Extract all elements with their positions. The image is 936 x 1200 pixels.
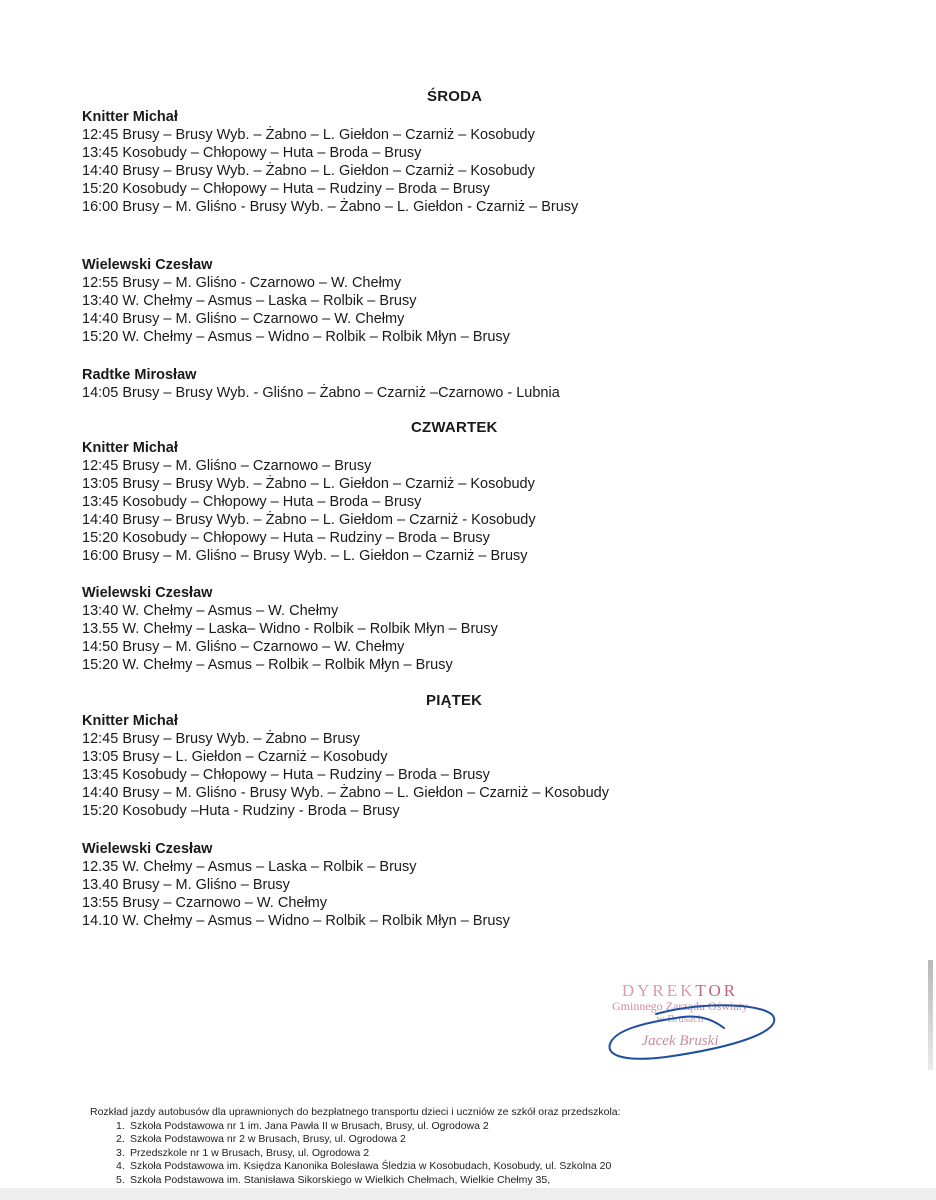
driver-block [82, 840, 510, 930]
route-line: 15:20 Kosobudy – Chłopowy – Huta – Rudziny – Broda – Brusy [82, 181, 490, 197]
driver-name: Wielewski Czesław [82, 585, 213, 601]
driver-name: Wielewski Czesław [82, 841, 213, 857]
route-line: 14:40 Brusy – M. Gliśno - Brusy Wyb. – Żabno – L. Giełdon – Czarniż – Kosobudy [82, 785, 609, 801]
handwritten-signature [596, 982, 786, 1072]
route-line: 14:50 Brusy – M. Gliśno – Czarnowo – W. Chełmy [82, 639, 405, 655]
school-list-item: 3. Przedszkole nr 1 w Brusach, Brusy, ul. Ogrodowa 2 [116, 1146, 370, 1159]
route-line: 13:40 W. Chełmy – Asmus – Laska – Rolbik – Brusy [82, 293, 417, 309]
school-list [90, 1120, 621, 1188]
driver-block [82, 366, 560, 402]
route-line: 15:20 Kosobudy –Huta - Rudziny - Broda – Brusy [82, 803, 400, 819]
route-line: 13.55 W. Chełmy – Laska– Widno - Rolbik – Rolbik Młyn – Brusy [82, 621, 498, 637]
driver-name: Knitter Michał [82, 109, 178, 125]
driver-name: Wielewski Czesław [82, 257, 213, 273]
route-line: 13:55 Brusy – Czarnowo – W. Chełmy [82, 895, 327, 911]
route-line: 14:40 Brusy – M. Gliśno – Czarnowo – W. Chełmy [82, 311, 405, 327]
day-heading-sroda: ŚRODA [427, 88, 483, 105]
footer-note [90, 1106, 621, 1187]
route-line: 16:00 Brusy – M. Gliśno – Brusy Wyb. – L. Giełdon – Czarniż – Brusy [82, 548, 528, 564]
day-heading-piatek: PIĄTEK [426, 692, 483, 709]
day-heading-czwartek: CZWARTEK [411, 419, 498, 436]
school-list-item: 4. Szkoła Podstawowa im. Księdza Kanonika Bolesława Śledzia w Kosobudach, Kosobudy, ul. Szkolna 20 [116, 1160, 612, 1172]
route-line: 12:45 Brusy – Brusy Wyb. – Żabno – Brusy [82, 731, 360, 747]
route-line: 14:40 Brusy – Brusy Wyb. – Żabno – L. Giełdom – Czarniż - Kosobudy [82, 512, 536, 528]
route-line: 14.10 W. Chełmy – Asmus – Widno – Rolbik – Rolbik Młyn – Brusy [82, 913, 510, 929]
route-line: 13:45 Kosobudy – Chłopowy – Huta – Broda – Brusy [82, 494, 422, 510]
route-line: 13:45 Kosobudy – Chłopowy – Huta – Broda – Brusy [82, 145, 422, 161]
viewer-bottom-bar [0, 1188, 936, 1200]
school-list-item: 2. Szkoła Podstawowa nr 2 w Brusach, Brusy, ul. Ogrodowa 2 [116, 1133, 406, 1145]
route-line: 13:05 Brusy – Brusy Wyb. – Żabno – L. Giełdon – Czarniż – Kosobudy [82, 476, 535, 492]
driver-block [82, 256, 510, 346]
route-line: 13:40 W. Chełmy – Asmus – W. Chełmy [82, 603, 339, 619]
route-line: 13.40 Brusy – M. Gliśno – Brusy [82, 877, 290, 893]
stamp-name: Jacek Bruski [641, 1033, 719, 1049]
route-line: 14:40 Brusy – Brusy Wyb. – Żabno – L. Giełdon – Czarniż – Kosobudy [82, 163, 535, 179]
scan-edge-shadow [928, 960, 933, 1070]
route-line: 16:00 Brusy – M. Gliśno - Brusy Wyb. – Żabno – L. Giełdon - Czarniż – Brusy [82, 199, 579, 215]
footer-intro: Rozkład jazdy autobusów dla uprawnionych do bezpłatnego transportu dzieci i uczniów ze szkół oraz przedszkola: [90, 1106, 621, 1118]
school-list-item: 5. Szkoła Podstawowa im. Stanisława Sikorskiego w Wielkich Chełmach, Wielkie Chełmy 35, [116, 1173, 551, 1186]
school-list-item: 1. Szkoła Podstawowa nr 1 im. Jana Pawła II w Brusach, Brusy, ul. Ogrodowa 2 [116, 1119, 489, 1132]
route-line: 12:45 Brusy – Brusy Wyb. – Żabno – L. Giełdon – Czarniż – Kosobudy [82, 127, 535, 143]
route-line: 12:45 Brusy – M. Gliśno – Czarnowo – Brusy [82, 458, 372, 474]
driver-block [82, 439, 536, 565]
route-line: 12.35 W. Chełmy – Asmus – Laska – Rolbik – Brusy [82, 859, 417, 875]
route-line: 15:20 W. Chełmy – Asmus – Widno – Rolbik – Rolbik Młyn – Brusy [82, 329, 510, 345]
route-line: 13:45 Kosobudy – Chłopowy – Huta – Rudziny – Broda – Brusy [82, 767, 490, 783]
driver-name: Knitter Michał [82, 713, 178, 729]
stamp-institution: Gminnego Zarządu Oświaty [612, 999, 748, 1013]
stamp-title: DYREKTOR [621, 981, 739, 1000]
route-line: 14:05 Brusy – Brusy Wyb. - Gliśno – Żabno – Czarniż –Czarnowo - Lubnia [82, 385, 560, 401]
route-line: 15:20 W. Chełmy – Asmus – Rolbik – Rolbik Młyn – Brusy [82, 657, 453, 673]
driver-name: Knitter Michał [82, 440, 178, 456]
driver-block [82, 108, 578, 216]
route-line: 13:05 Brusy – L. Giełdon – Czarniż – Kosobudy [82, 749, 388, 765]
route-line: 12:55 Brusy – M. Gliśno - Czarnowo – W. Chełmy [82, 275, 402, 291]
stamp-location: w Brusach [656, 1013, 704, 1025]
driver-name: Radtke Mirosław [82, 367, 197, 383]
driver-block [82, 584, 498, 674]
driver-block [82, 712, 609, 820]
route-line: 15:20 Kosobudy – Chłopowy – Huta – Rudziny – Broda – Brusy [82, 530, 490, 546]
